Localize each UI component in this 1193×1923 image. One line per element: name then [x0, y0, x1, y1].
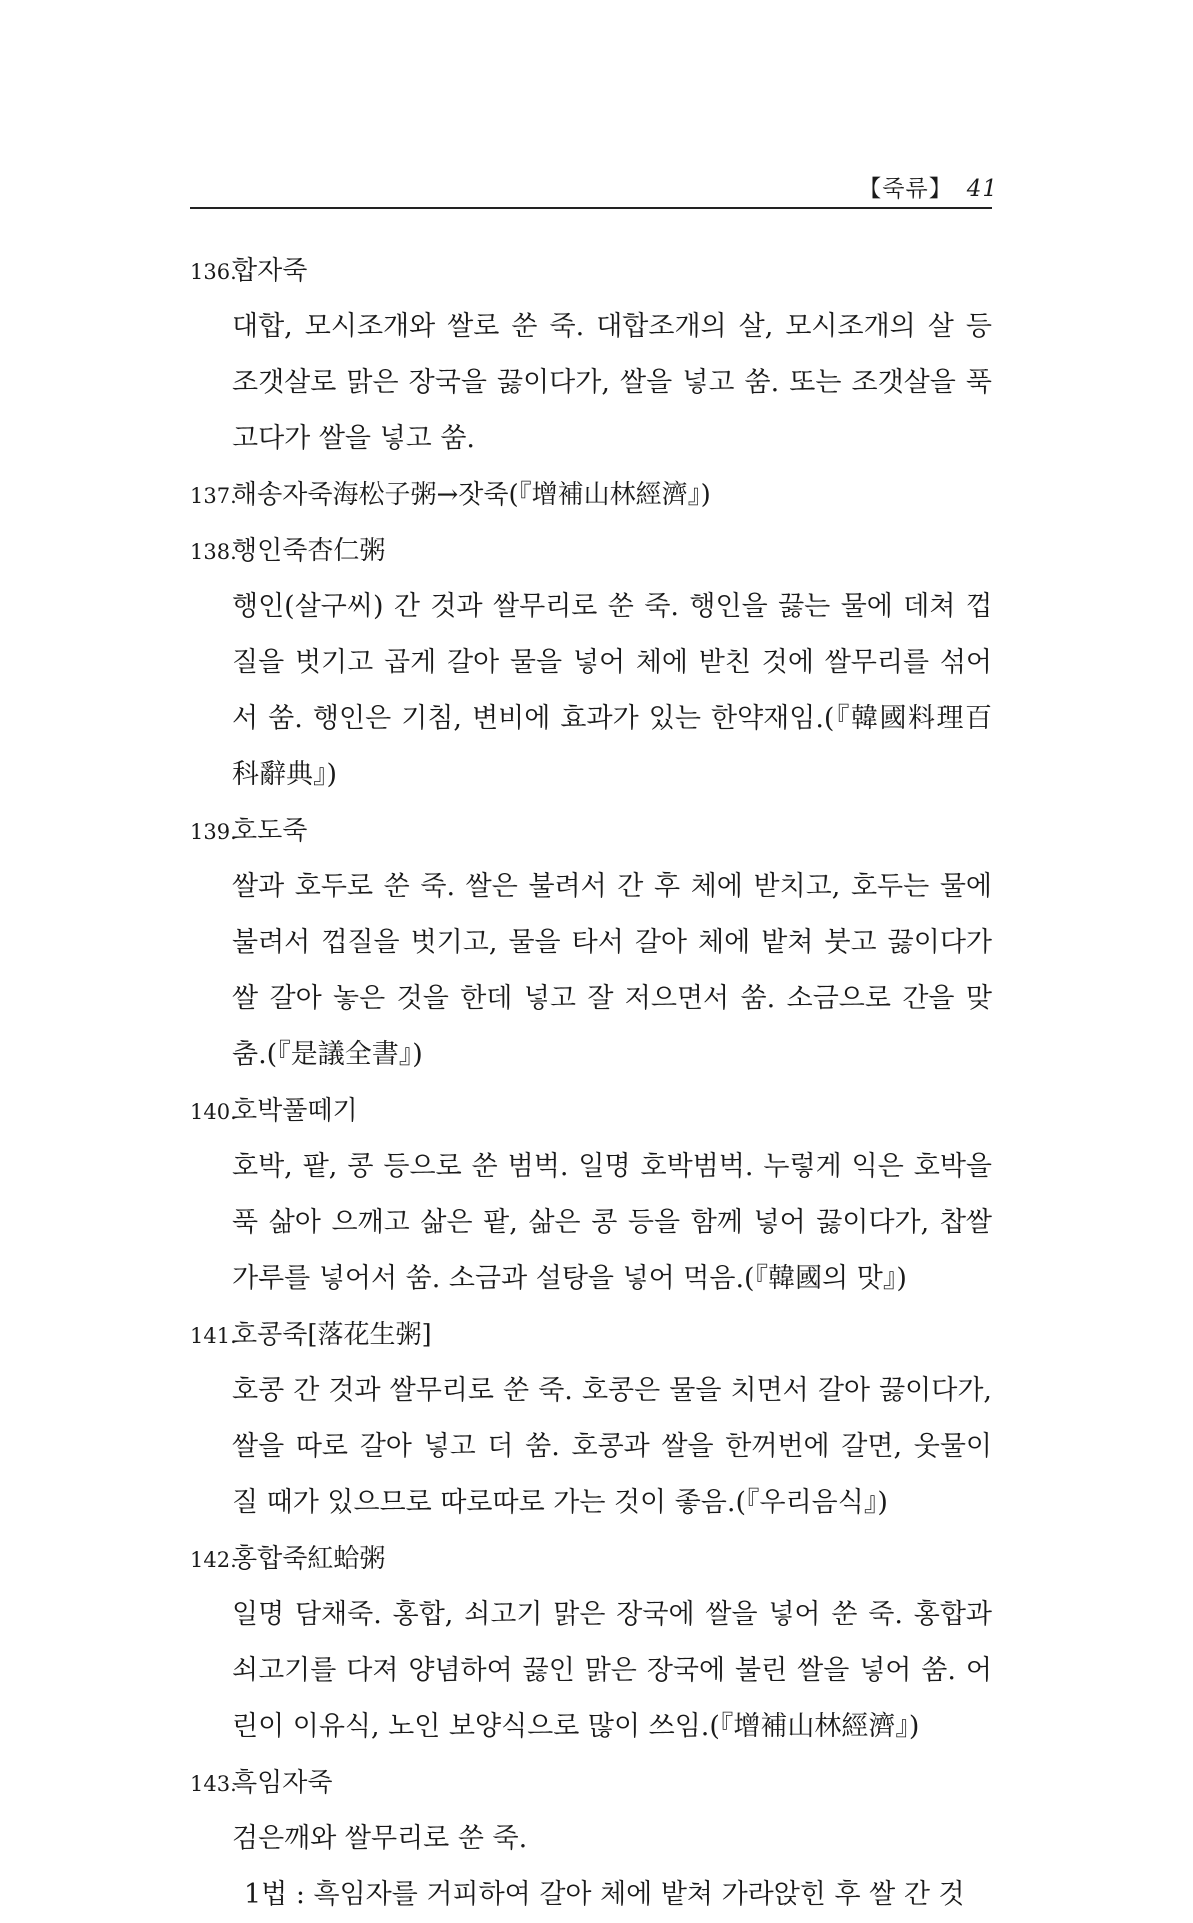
entry-text: 쌀과 호두로 쑨 죽. 쌀은 불려서 간 후 체에 받치고, 호두는 물에 불려서 껍질을 벗기고, 물을 타서 갈아 체에 밭쳐 붓고 끓이다가 쌀 갈아 놓은 것을 한데 넣고 잘 저으면서 쑴. 소금으로 간을 맞춤.(『是議全書』) — [232, 871, 992, 1070]
entry-body — [232, 1139, 992, 1307]
entry-title: 행인죽杏仁粥 — [232, 536, 386, 566]
entry-137 — [190, 467, 992, 523]
entry-136 — [190, 243, 992, 467]
entry-number: 138. — [190, 540, 237, 564]
entry-body — [232, 579, 992, 803]
entry-heading — [190, 467, 992, 523]
entry-text: 검은깨와 쌀무리로 쑨 죽. — [232, 1823, 528, 1854]
entry-138 — [190, 523, 992, 803]
entry-body — [232, 1587, 992, 1755]
entry-number: 141. — [190, 1324, 237, 1348]
entry-heading — [190, 1755, 992, 1811]
entry-title: 호콩죽[落花生粥] — [232, 1320, 432, 1350]
entry-title: 호박풀떼기 — [232, 1096, 358, 1126]
entry-body — [232, 299, 992, 467]
entry-number: 143. — [190, 1772, 237, 1796]
entry-title: 합자죽 — [232, 256, 308, 286]
entry-heading — [190, 523, 992, 579]
entry-text: 일명 담채죽. 홍합, 쇠고기 맑은 장국에 쌀을 넣어 쑨 죽. 홍합과 쇠고기를 다져 양념하여 끓인 맑은 장국에 불린 쌀을 넣어 쑴. 어린이 이유식, 노인 보양식으로 많이 쓰임.(『增補山林經濟』) — [232, 1599, 992, 1742]
entry-142 — [190, 1531, 992, 1755]
entry-body — [232, 1363, 992, 1531]
entry-body — [232, 859, 992, 1083]
page-number: 41 — [966, 176, 998, 202]
running-head — [858, 170, 998, 203]
header-rule — [190, 207, 992, 209]
entry-title: 호도죽 — [232, 816, 308, 846]
entry-number: 136. — [190, 260, 237, 284]
method-text: 1법 : 흑임자를 거피하여 갈아 체에 밭쳐 가라앉힌 후 쌀 간 것 — [244, 1879, 965, 1910]
entry-number: 137. — [190, 484, 237, 508]
entry-heading — [190, 1083, 992, 1139]
entry-heading — [190, 243, 992, 299]
section-title: 【죽류】 — [858, 176, 953, 202]
entry-number: 139. — [190, 820, 237, 844]
entry-143 — [190, 1755, 992, 1923]
entry-number: 140. — [190, 1100, 237, 1124]
entry-body — [232, 1811, 992, 1923]
entry-text: 호박, 팥, 콩 등으로 쑨 범벅. 일명 호박범벅. 누렇게 익은 호박을 푹 삶아 으깨고 삶은 팥, 삶은 콩 등을 함께 넣어 끓이다가, 찹쌀가루를 넣어서 쑴. 소금과 설탕을 넣어 먹음.(『韓國의 맛』) — [232, 1151, 992, 1294]
entry-139 — [190, 803, 992, 1083]
entry-text: 행인(살구씨) 간 것과 쌀무리로 쑨 죽. 행인을 끓는 물에 데쳐 껍질을 벗기고 곱게 갈아 물을 넣어 체에 받친 것에 쌀무리를 섞어서 쑴. 행인은 기침, 변비에 효과가 있는 한약재임.(『韓國料理百科辭典』) — [232, 591, 992, 790]
entry-heading — [190, 803, 992, 859]
entry-140 — [190, 1083, 992, 1307]
entry-title: 해송자죽海松子粥→잣죽(『增補山林經濟』) — [232, 480, 711, 510]
entry-text: 호콩 간 것과 쌀무리로 쑨 죽. 호콩은 물을 치면서 갈아 끓이다가, 쌀을 따로 갈아 넣고 더 쑴. 호콩과 쌀을 한꺼번에 갈면, 웃물이 질 때가 있으므로 따로따로 가는 것이 좋음.(『우리음식』) — [232, 1375, 992, 1518]
entry-list — [190, 243, 992, 1923]
entry-title: 흑임자죽 — [232, 1768, 333, 1798]
entry-heading — [190, 1307, 992, 1363]
entry-text: 대합, 모시조개와 쌀로 쑨 죽. 대합조개의 살, 모시조개의 살 등 조갯살로 맑은 장국을 끓이다가, 쌀을 넣고 쑴. 또는 조갯살을 푹 고다가 쌀을 넣고 쑴. — [232, 311, 992, 454]
entry-141 — [190, 1307, 992, 1531]
entry-heading — [190, 1531, 992, 1587]
entry-number: 142. — [190, 1548, 237, 1572]
entry-title: 홍합죽紅蛤粥 — [232, 1544, 386, 1574]
